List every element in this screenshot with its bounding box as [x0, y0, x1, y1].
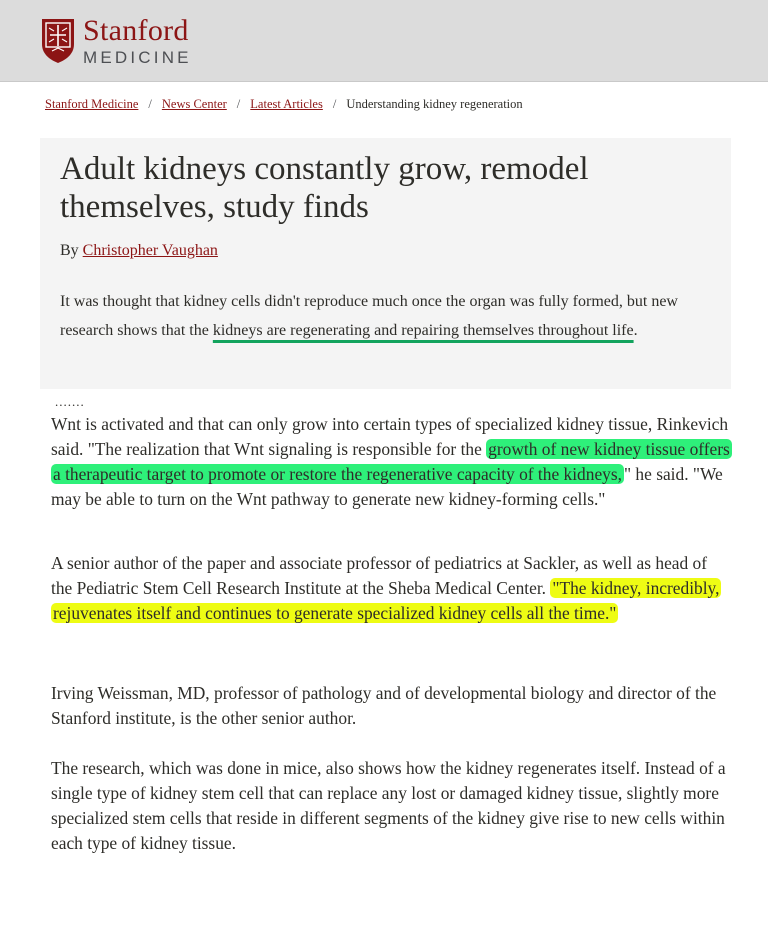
breadcrumb-link-news-center[interactable]: News Center — [161, 97, 227, 111]
article-header — [40, 138, 731, 389]
byline-prefix: By — [60, 242, 79, 259]
yellow-highlight: "The kidney, incredibly, rejuvenates itself and continues to generate specialized kidney cells all the time." — [53, 578, 720, 623]
breadcrumb-current: Understanding kidney regeneration — [346, 97, 523, 111]
paragraph-text: Wnt is activated and that can only grow into certain types of specialized kidney tissue, Rinkevich said. "The realization that Wnt signaling is responsible for the — [51, 414, 729, 459]
stanford-shield-icon — [41, 18, 75, 64]
green-highlight: growth of new kidney tissue offers a therapeutic target to promote or restore the regenerative capacity of the kidneys, — [53, 439, 730, 484]
breadcrumb-separator: / — [332, 97, 337, 111]
breadcrumb — [45, 97, 523, 112]
dek-text: It was thought that kidney cells didn't reproduce much once the organ was fully formed, but new research shows that the — [60, 293, 678, 339]
paragraph-text: " he said. "We may be able to turn on the Wnt pathway to generate new kidney-forming cells." — [51, 464, 723, 509]
byline — [60, 242, 218, 260]
stanford-medicine-logo[interactable] — [41, 14, 192, 67]
logo-wordmark — [83, 16, 192, 67]
article-dek — [60, 287, 710, 345]
page-title: Adult kidneys constantly grow, remodel themselves, study finds — [60, 151, 589, 225]
breadcrumb-link-stanford-medicine[interactable]: Stanford Medicine — [45, 97, 139, 111]
author-link[interactable]: Christopher Vaughan — [82, 242, 218, 259]
breadcrumb-separator: / — [236, 97, 241, 111]
breadcrumb-separator: / — [148, 97, 152, 111]
dek-underlined-text: kidneys are regenerating and repairing themselves throughout life — [212, 322, 634, 339]
logo-name: Stanford — [83, 14, 189, 47]
logo-sub: MEDICINE — [83, 48, 192, 67]
paragraph-text: A senior author of the paper and associate professor of pediatrics at Sackler, as well as head of the Pediatric Stem Cell Research Institute at the Sheba Medical Center. — [51, 553, 708, 598]
ellipsis: ....... — [55, 394, 85, 409]
breadcrumb-link-latest-articles[interactable]: Latest Articles — [250, 97, 323, 111]
paragraph-senior-author — [51, 551, 731, 626]
paragraph-wnt — [51, 412, 731, 512]
site-header — [0, 0, 768, 82]
paragraph-research: The research, which was done in mice, also shows how the kidney regenerates itself. Instead of a single type of kidney stem cell that can replace any lost or damaged kidney tissue, slightly more specialized stem cells that reside in different segments of the kidney give rise to new cells within each type of kidney tissue. — [51, 758, 726, 853]
paragraph-weissman: Irving Weissman, MD, professor of pathology and of developmental biology and director of the Stanford institute, is the other senior author. — [51, 683, 717, 728]
dek-end: . — [633, 322, 638, 339]
